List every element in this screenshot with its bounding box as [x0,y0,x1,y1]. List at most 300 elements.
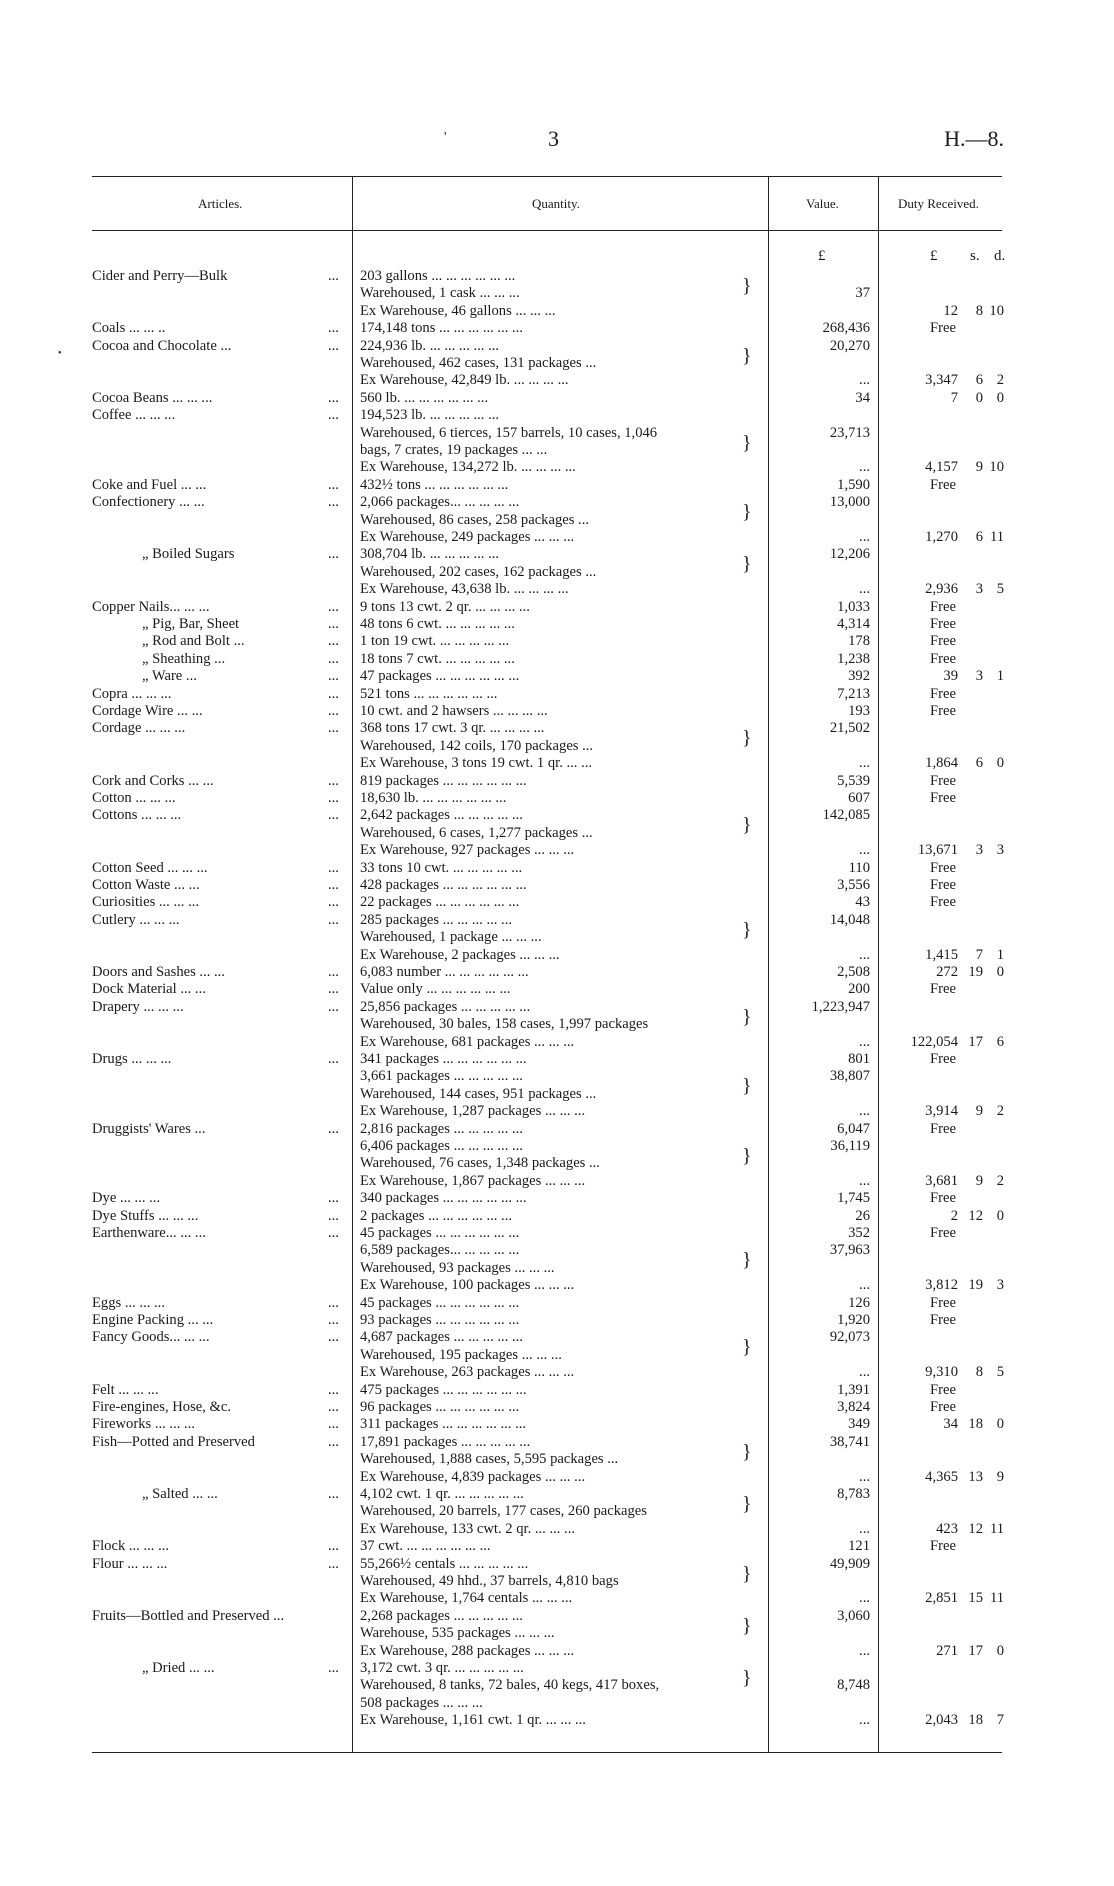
row-53-dots: ... [328,1190,339,1207]
row-59-article: Eggs ... ... ... [92,1294,165,1311]
row-55-article: Earthenware... ... ... [92,1225,206,1241]
row-8-article: Coffee ... ... ... [92,407,176,424]
brace-5: } [742,727,752,750]
row-81-quantity: Warehoused, 8 tanks, 72 bales, 40 kegs, 417 boxes, [360,1677,660,1694]
row-4-article: Cocoa and Chocolate ... [92,337,232,354]
row-72-pence: 11 [989,1520,1004,1537]
row-36-value: 43 [855,894,870,911]
row-15-quantity: Ex Warehouse, 249 packages ... ... ... [360,529,575,545]
row-15-shillings: 6 [975,529,983,545]
row-65-dots: ... [328,1399,339,1415]
row-29-article: Cork and Corks ... ... [92,772,214,789]
row-73-dots: ... [328,1538,339,1555]
row-64-quantity: 475 packages ... ... ... ... ... ... [360,1381,527,1398]
row-83-pence: 7 [996,1712,1004,1729]
row-60-value: 1,920 [837,1312,870,1328]
row-74-value: 49,909 [829,1555,870,1572]
row-15-value: ... [859,529,870,545]
row-73-pounds: Free [930,1538,956,1555]
row-7-pounds: 7 [950,389,958,406]
row-66-pounds: 34 [943,1416,958,1433]
row-66-dots: ... [328,1416,339,1433]
row-53-quantity: 340 packages ... ... ... ... ... ... [360,1190,527,1207]
row-52-shillings: 9 [975,1172,983,1189]
row-42-article: Drapery ... ... ... [92,998,184,1015]
row-64-article: Felt ... ... ... [92,1381,159,1398]
row-70-dots: ... [328,1486,339,1502]
row-79-pence: 0 [996,1642,1004,1659]
row-8-dots: ... [328,407,339,424]
row-39-quantity: Ex Warehouse, 2 packages ... ... ... [360,946,560,963]
row-44-shillings: 17 [968,1033,983,1050]
row-39-shillings: 7 [975,946,983,963]
row-11-pence: 10 [989,459,1004,476]
row-67-quantity: 17,891 packages ... ... ... ... ... [360,1433,531,1450]
column-header-articles: Articles. [198,196,243,211]
row-76-quantity: Ex Warehouse, 1,764 centals ... ... ... [360,1590,573,1607]
row-18-shillings: 3 [975,581,983,598]
brace-8: } [742,1005,752,1028]
row-12-quantity: 432½ tons ... ... ... ... ... ... [360,476,509,493]
row-71-quantity: Warehoused, 20 barrels, 177 cases, 260 packages [360,1503,647,1520]
row-55-value: 352 [848,1225,870,1241]
row-20-pounds: Free [930,616,956,632]
row-45-value: 801 [848,1051,870,1067]
brace-0: } [742,275,752,297]
row-79-value: ... [859,1642,870,1659]
brace-15: } [742,1562,752,1585]
row-40-dots: ... [328,964,339,980]
row-61-value: 92,073 [829,1329,870,1346]
row-22-value: 1,238 [837,650,870,667]
row-62-quantity: Warehoused, 195 packages ... ... ... [360,1346,562,1363]
row-4-dots: ... [328,337,339,354]
row-22-quantity: 18 tons 7 cwt. ... ... ... ... ... [360,650,515,667]
row-67-value: 38,741 [829,1433,870,1450]
row-83-quantity: Ex Warehouse, 1,161 cwt. 1 qr. ... ... ... [360,1712,586,1729]
row-7-article: Cocoa Beans ... ... ... [92,389,213,406]
row-51-quantity: Warehoused, 76 cases, 1,348 packages ... [360,1155,600,1172]
row-66-pence: 0 [996,1416,1004,1433]
row-1-value: 37 [855,285,870,302]
row-20-dots: ... [328,616,339,632]
row-7-dots: ... [328,389,339,406]
row-47-quantity: Warehoused, 144 cases, 951 packages ... [360,1085,597,1102]
row-6-shillings: 6 [975,372,983,389]
row-13-dots: ... [328,494,339,511]
row-2-shillings: 8 [975,302,983,319]
row-35-dots: ... [328,877,339,893]
row-18-pounds: 2,936 [925,581,958,598]
row-64-pounds: Free [930,1381,956,1398]
row-28-quantity: Ex Warehouse, 3 tons 19 cwt. 1 qr. ... ... [360,755,593,772]
row-55-pounds: Free [930,1225,956,1241]
row-63-quantity: Ex Warehouse, 263 packages ... ... ... [360,1364,575,1381]
row-37-article: Cutlery ... ... ... [92,911,180,928]
row-65-quantity: 96 packages ... ... ... ... ... ... [360,1399,520,1415]
row-5-quantity: Warehoused, 462 cases, 131 packages ... [360,355,597,371]
row-73-article: Flock ... ... ... [92,1538,170,1555]
row-31-quantity: 2,642 packages ... ... ... ... ... [360,807,523,824]
row-33-quantity: Ex Warehouse, 927 packages ... ... ... [360,842,575,859]
row-9-quantity: Warehoused, 6 tierces, 157 barrels, 10 cases, 1,046 [360,424,658,441]
row-16-value: 12,206 [829,546,870,563]
row-48-shillings: 9 [975,1103,983,1120]
row-50-value: 36,119 [830,1138,870,1154]
row-60-quantity: 93 packages ... ... ... ... ... ... [360,1312,520,1328]
row-83-shillings: 18 [968,1712,983,1729]
row-33-shillings: 3 [975,842,983,859]
row-70-quantity: 4,102 cwt. 1 qr. ... ... ... ... ... [360,1486,524,1502]
row-64-dots: ... [328,1381,339,1398]
row-63-pence: 5 [996,1364,1004,1381]
row-60-pounds: Free [930,1312,956,1328]
row-74-dots: ... [328,1555,339,1572]
row-63-shillings: 8 [975,1364,983,1381]
row-44-pence: 6 [996,1033,1004,1050]
row-29-quantity: 819 packages ... ... ... ... ... ... [360,772,527,789]
row-44-value: ... [859,1033,870,1050]
row-73-value: 121 [848,1538,870,1555]
row-37-value: 14,048 [829,911,870,928]
row-45-dots: ... [328,1051,339,1067]
row-3-article: Coals ... ... .. [92,320,166,337]
row-7-value: 34 [855,389,870,406]
brace-10: } [742,1145,752,1167]
row-65-article: Fire-engines, Hose, &c. [92,1399,232,1415]
row-23-dots: ... [328,668,339,685]
row-28-value: ... [859,755,870,772]
row-36-dots: ... [328,894,339,911]
row-16-quantity: 308,704 lb. ... ... ... ... ... [360,546,500,563]
row-21-pounds: Free [930,633,956,650]
row-41-value: 200 [848,981,870,998]
row-52-quantity: Ex Warehouse, 1,867 packages ... ... ... [360,1172,586,1189]
row-42-value: 1,223,947 [811,998,870,1015]
row-45-article: Drugs ... ... ... [92,1051,172,1067]
row-76-value: ... [859,1590,870,1607]
row-80-dots: ... [328,1660,339,1676]
duty-unit-pound: £ [930,248,938,264]
page-number: 3 [548,126,559,151]
row-42-quantity: 25,856 packages ... ... ... ... ... [360,998,531,1015]
row-19-quantity: 9 tons 13 cwt. 2 qr. ... ... ... ... [360,598,530,615]
row-83-pounds: 2,043 [925,1712,958,1729]
row-49-quantity: 2,816 packages ... ... ... ... ... [360,1120,523,1137]
row-60-article: Engine Packing ... ... [92,1312,214,1328]
row-73-quantity: 37 cwt. ... ... ... ... ... ... [360,1538,491,1555]
row-29-value: 5,539 [837,772,870,789]
row-53-value: 1,745 [837,1190,870,1207]
row-64-value: 1,391 [837,1381,870,1398]
row-26-quantity: 368 tons 17 cwt. 3 qr. ... ... ... ... [360,720,545,737]
row-66-shillings: 18 [968,1416,983,1433]
row-7-quantity: 560 lb. ... ... ... ... ... ... [360,389,489,406]
row-40-pounds: 272 [936,964,958,980]
row-59-quantity: 45 packages ... ... ... ... ... ... [360,1294,520,1311]
row-26-dots: ... [328,720,339,737]
row-40-quantity: 6,083 number ... ... ... ... ... ... [360,964,529,980]
row-23-article: „ Ware ... [142,668,197,685]
row-18-pence: 5 [996,581,1004,598]
row-19-article: Copper Nails... ... ... [92,598,210,615]
row-74-quantity: 55,266½ centals ... ... ... ... ... [360,1555,529,1572]
row-35-value: 3,556 [837,877,870,893]
row-25-article: Cordage Wire ... ... [92,703,203,719]
row-19-pounds: Free [930,598,956,615]
row-33-pounds: 13,671 [917,842,958,859]
row-79-pounds: 271 [936,1642,958,1659]
row-80-quantity: 3,172 cwt. 3 qr. ... ... ... ... ... [360,1660,524,1676]
row-77-article: Fruits—Bottled and Preserved ... [92,1607,285,1624]
row-70-value: 8,783 [837,1486,870,1502]
row-53-pounds: Free [930,1190,956,1207]
row-48-pounds: 3,914 [925,1103,958,1120]
row-48-pence: 2 [996,1103,1004,1120]
row-6-value: ... [859,372,870,389]
column-header-value: Value. [806,196,839,211]
row-25-dots: ... [328,703,339,719]
row-25-quantity: 10 cwt. and 2 hawsers ... ... ... ... [360,703,548,719]
row-72-quantity: Ex Warehouse, 133 cwt. 2 qr. ... ... ... [360,1520,575,1537]
row-76-pence: 11 [989,1590,1004,1607]
row-6-pence: 2 [996,372,1004,389]
row-24-pounds: Free [930,685,956,702]
row-14-quantity: Warehoused, 86 cases, 258 packages ... [360,511,590,528]
row-2-pence: 10 [989,302,1004,319]
header-mark: ' [444,130,447,145]
duty-unit-pence: d. [994,248,1006,264]
row-54-pounds: 2 [950,1207,958,1224]
row-49-value: 6,047 [837,1120,870,1137]
row-61-dots: ... [328,1329,339,1346]
row-35-pounds: Free [930,877,956,893]
row-1-quantity: Warehoused, 1 cask ... ... ... [360,285,520,302]
row-0-article: Cider and Perry—Bulk [92,268,228,284]
row-45-pounds: Free [930,1051,956,1067]
row-25-pounds: Free [930,703,956,719]
row-49-dots: ... [328,1120,339,1137]
row-66-quantity: 311 packages ... ... ... ... ... ... [360,1416,527,1433]
row-10-quantity: bags, 7 crates, 19 packages ... ... [360,442,548,458]
row-30-value: 607 [848,790,870,806]
row-45-quantity: 341 packages ... ... ... ... ... ... [360,1051,527,1067]
row-56-value: 37,963 [829,1242,870,1259]
row-40-shillings: 19 [968,964,983,980]
row-12-value: 1,590 [837,476,870,493]
row-48-quantity: Ex Warehouse, 1,287 packages ... ... ... [360,1103,586,1120]
row-41-article: Dock Material ... ... [92,981,206,998]
row-7-pence: 0 [996,389,1004,406]
row-15-pounds: 1,270 [925,529,958,545]
row-54-dots: ... [328,1207,339,1224]
row-3-pounds: Free [930,320,956,337]
row-48-value: ... [859,1103,870,1120]
row-69-pounds: 4,365 [925,1468,958,1485]
row-69-shillings: 13 [968,1468,983,1485]
row-28-shillings: 6 [975,755,983,772]
row-38-quantity: Warehoused, 1 package ... ... ... [360,929,542,946]
row-7-shillings: 0 [975,389,983,406]
row-27-quantity: Warehoused, 142 coils, 170 packages ... [360,737,594,754]
brace-1: } [742,344,752,367]
row-56-quantity: 6,589 packages... ... ... ... ... [360,1242,520,1259]
column-header-duty: Duty Received. [898,196,979,211]
row-37-dots: ... [328,911,339,928]
row-15-pence: 11 [989,529,1004,545]
row-23-value: 392 [848,668,870,685]
row-21-quantity: 1 ton 19 cwt. ... ... ... ... ... [360,633,510,650]
row-4-value: 20,270 [829,337,870,354]
row-40-value: 2,508 [837,964,870,980]
row-44-pounds: 122,054 [910,1033,958,1050]
row-22-dots: ... [328,650,339,667]
row-80-article: „ Dried ... ... [142,1660,215,1676]
row-52-pounds: 3,681 [925,1172,958,1189]
brace-6: } [742,814,752,837]
row-46-quantity: 3,661 packages ... ... ... ... ... [360,1068,523,1085]
row-30-quantity: 18,630 lb. ... ... ... ... ... ... [360,790,507,806]
row-58-pounds: 3,812 [925,1277,958,1294]
row-35-quantity: 428 packages ... ... ... ... ... ... [360,877,527,893]
row-59-pounds: Free [930,1294,956,1311]
row-24-article: Copra ... ... ... [92,685,172,702]
row-11-quantity: Ex Warehouse, 134,272 lb. ... ... ... ... [360,459,576,476]
row-54-value: 26 [855,1207,870,1224]
row-60-dots: ... [328,1312,339,1328]
row-37-quantity: 285 packages ... ... ... ... ... [360,911,512,928]
row-76-shillings: 15 [968,1590,983,1607]
row-6-quantity: Ex Warehouse, 42,849 lb. ... ... ... ... [360,372,569,389]
row-65-pounds: Free [930,1399,956,1415]
row-72-value: ... [859,1520,870,1537]
row-31-value: 142,085 [822,807,870,824]
row-34-pounds: Free [930,859,956,876]
row-26-article: Cordage ... ... ... [92,720,186,737]
brace-17: } [742,1667,752,1689]
row-58-value: ... [859,1277,870,1294]
row-33-pence: 3 [996,842,1004,859]
row-31-dots: ... [328,807,339,824]
brace-9: } [742,1075,752,1098]
row-81-value: 8,748 [837,1677,870,1694]
row-23-shillings: 3 [975,668,983,685]
row-36-pounds: Free [930,894,956,911]
row-36-quantity: 22 packages ... ... ... ... ... ... [360,894,520,911]
table-top-rule [92,176,1002,177]
row-16-article: „ Boiled Sugars [142,546,235,563]
row-11-pounds: 4,157 [925,459,958,476]
row-75-quantity: Warehoused, 49 hhd., 37 barrels, 4,810 bags [360,1573,619,1589]
row-61-quantity: 4,687 packages ... ... ... ... ... [360,1329,523,1346]
stray-mark: • [58,348,62,359]
row-25-value: 193 [848,703,870,719]
row-77-quantity: 2,268 packages ... ... ... ... ... [360,1607,523,1624]
row-30-pounds: Free [930,790,956,806]
row-63-pounds: 9,310 [925,1364,958,1381]
row-23-quantity: 47 packages ... ... ... ... ... ... [360,668,520,685]
row-3-dots: ... [328,320,339,337]
row-13-article: Confectionery ... ... [92,494,205,511]
row-79-quantity: Ex Warehouse, 288 packages ... ... ... [360,1642,575,1659]
row-21-dots: ... [328,633,339,650]
row-54-article: Dye Stuffs ... ... ... [92,1207,199,1224]
row-18-quantity: Ex Warehouse, 43,638 lb. ... ... ... ... [360,581,569,598]
row-41-quantity: Value only ... ... ... ... ... ... [360,981,511,998]
row-28-pounds: 1,864 [925,755,958,772]
row-35-article: Cotton Waste ... ... [92,877,200,893]
row-54-quantity: 2 packages ... ... ... ... ... ... [360,1207,512,1224]
row-36-article: Curiosities ... ... ... [92,894,200,911]
document-reference: H.—8. [944,126,1004,151]
row-67-article: Fish—Potted and Preserved [92,1433,255,1450]
row-13-value: 13,000 [829,494,870,511]
row-0-dots: ... [328,268,339,284]
row-41-dots: ... [328,981,339,998]
row-72-shillings: 12 [968,1520,983,1537]
value-unit-pound: £ [818,248,826,264]
row-42-dots: ... [328,998,339,1015]
row-19-value: 1,033 [837,598,870,615]
row-39-value: ... [859,946,870,963]
row-53-article: Dye ... ... ... [92,1190,161,1207]
row-66-article: Fireworks ... ... ... [92,1416,195,1433]
row-32-quantity: Warehoused, 6 cases, 1,277 packages ... [360,824,593,841]
row-24-dots: ... [328,685,339,702]
row-49-article: Druggists' Wares ... [92,1120,206,1137]
column-divider-quantity [352,176,353,1752]
row-0-quantity: 203 gallons ... ... ... ... ... ... [360,268,516,284]
row-34-quantity: 33 tons 10 cwt. ... ... ... ... ... [360,859,523,876]
row-69-value: ... [859,1468,870,1485]
row-29-dots: ... [328,772,339,789]
row-55-quantity: 45 packages ... ... ... ... ... ... [360,1225,520,1241]
row-59-value: 126 [848,1294,870,1311]
row-66-value: 349 [848,1416,870,1433]
row-21-value: 178 [848,633,870,650]
row-22-pounds: Free [930,650,956,667]
row-11-value: ... [859,459,870,476]
row-63-value: ... [859,1364,870,1381]
column-header-quantity: Quantity. [532,196,580,211]
row-6-pounds: 3,347 [925,372,958,389]
row-21-article: „ Rod and Bolt ... [142,633,245,650]
row-24-value: 7,213 [837,685,870,702]
row-52-value: ... [859,1172,870,1189]
brace-3: } [742,501,752,524]
row-24-quantity: 521 tons ... ... ... ... ... ... [360,685,498,702]
row-44-quantity: Ex Warehouse, 681 packages ... ... ... [360,1033,575,1050]
row-29-pounds: Free [930,772,956,789]
row-4-quantity: 224,936 lb. ... ... ... ... ... [360,337,500,354]
row-20-article: „ Pig, Bar, Sheet [142,616,240,632]
row-74-article: Flour ... ... ... [92,1555,168,1572]
row-69-pence: 9 [996,1468,1004,1485]
row-2-pounds: 12 [943,302,958,319]
row-17-quantity: Warehoused, 202 cases, 162 packages ... [360,563,597,580]
row-34-value: 110 [848,859,870,876]
row-54-shillings: 12 [968,1207,983,1224]
row-39-pounds: 1,415 [925,946,958,963]
table-bottom-rule [92,1752,1002,1753]
row-40-pence: 0 [996,964,1004,980]
row-58-shillings: 19 [968,1277,983,1294]
row-43-quantity: Warehoused, 30 bales, 158 cases, 1,997 packages [360,1016,649,1033]
row-76-pounds: 2,851 [925,1590,958,1607]
row-55-dots: ... [328,1225,339,1241]
row-3-quantity: 174,148 tons ... ... ... ... ... ... [360,320,523,337]
row-8-quantity: 194,523 lb. ... ... ... ... ... [360,407,500,424]
